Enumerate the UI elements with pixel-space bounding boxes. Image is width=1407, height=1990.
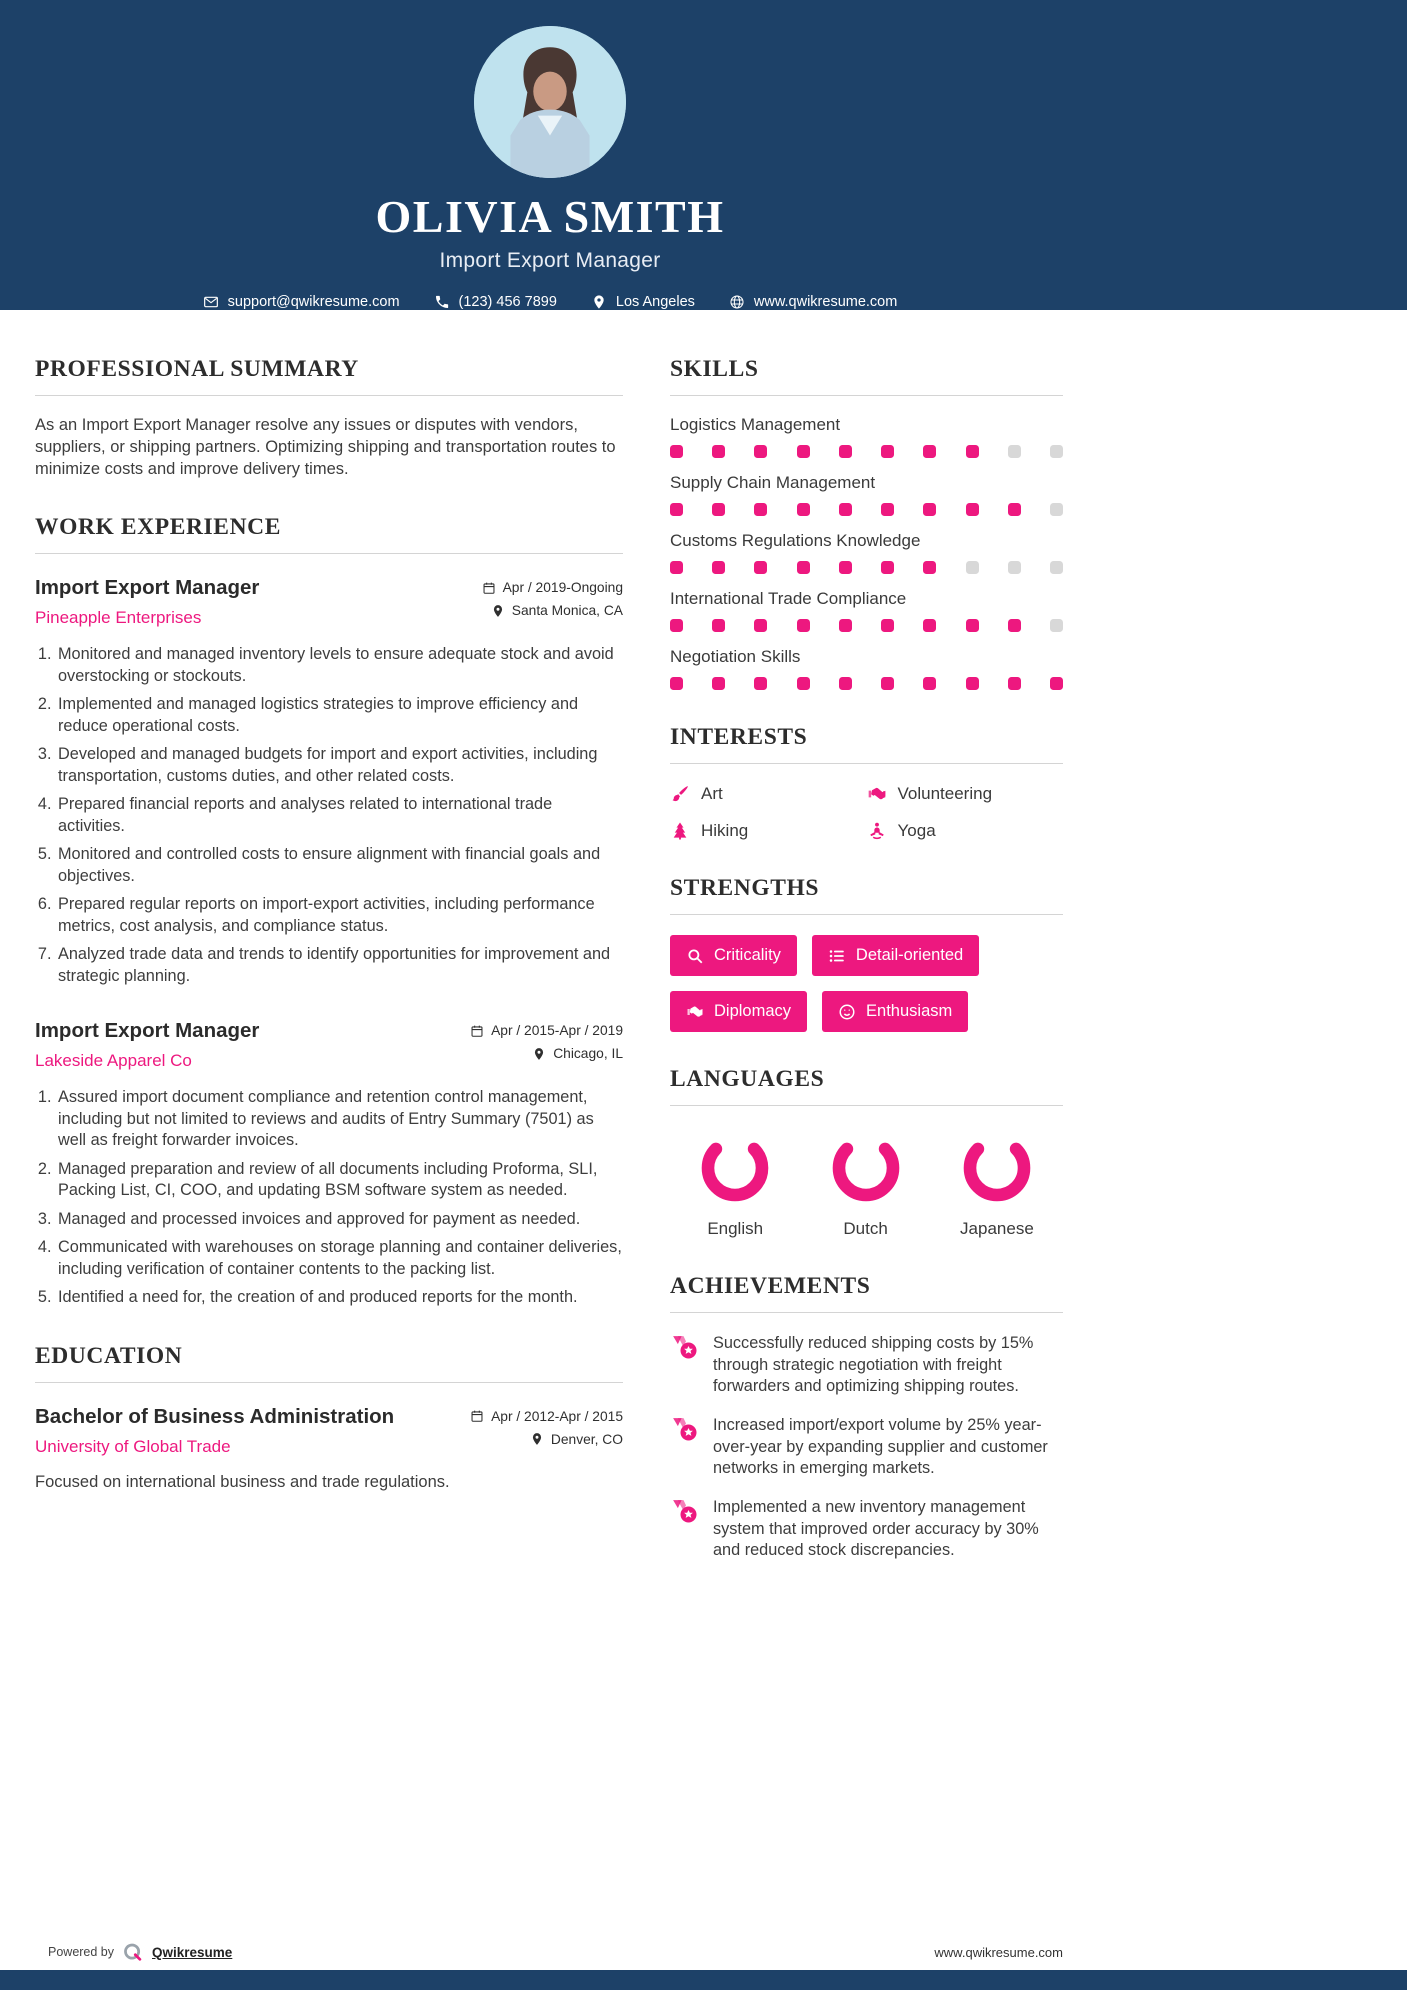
handshake-icon: [686, 1003, 704, 1021]
yoga-icon: [867, 821, 887, 841]
strength-badge: [812, 935, 979, 976]
interest-label: Yoga: [897, 821, 936, 840]
strength-label: Enthusiasm: [866, 1002, 953, 1020]
language-name: Japanese: [960, 1219, 1034, 1238]
interest-item: [867, 821, 1064, 841]
skill-level-square: [1050, 619, 1063, 632]
language-name: English: [707, 1219, 764, 1238]
map-pin-icon: [532, 1047, 546, 1061]
skills-heading: SKILLS: [670, 356, 1063, 396]
candidate-name: OLIVIA SMITH: [375, 191, 725, 242]
skills-section: [670, 356, 1063, 690]
interest-item: [670, 784, 867, 804]
skill-name: International Trade Compliance: [670, 589, 907, 608]
skill-level-square: [754, 445, 767, 458]
globe-icon: [729, 294, 745, 310]
skill-name: Logistics Management: [670, 415, 841, 434]
left-column: [35, 356, 623, 1527]
skill-level-square: [1050, 677, 1063, 690]
education-note: Focused on international business and trade regulations.: [35, 1472, 450, 1491]
skill-level-square: [670, 677, 683, 690]
skill-level-square: [670, 503, 683, 516]
skill-rating: [670, 503, 1063, 516]
medal-icon: [670, 1497, 700, 1527]
interest-item: [867, 784, 1064, 804]
skill-level-square: [1050, 445, 1063, 458]
skill-rating: [670, 561, 1063, 574]
skill-level-square: [670, 445, 683, 458]
skill-level-square: [797, 445, 810, 458]
skill-level-square: [839, 619, 852, 632]
job-company: Pineapple Enterprises: [35, 608, 202, 628]
pine-tree-icon: [670, 821, 690, 841]
content-columns: [0, 310, 1407, 1596]
job-bullet: 5. Identified a need for, the creation of and produced reports for the month.: [56, 1287, 623, 1309]
skill-level-square: [839, 677, 852, 690]
skill-level-square: [712, 503, 725, 516]
skill-level-square: [797, 619, 810, 632]
interest-item: [670, 821, 867, 841]
job-location: Santa Monica, CA: [491, 603, 623, 618]
skill-level-square: [712, 619, 725, 632]
contact-phone-text: (123) 456 7899: [458, 294, 557, 310]
skill-item: [670, 647, 1063, 690]
skill-level-square: [712, 445, 725, 458]
education-entry: [35, 1405, 623, 1493]
strength-label: Criticality: [714, 946, 781, 964]
job-list: [35, 576, 623, 1309]
job-bullet: 3. Managed and processed invoices and approved for payment as needed.: [56, 1209, 623, 1231]
interest-list: [670, 764, 1063, 841]
job-bullet: 1. Assured import document compliance and retention control management, including but not limited to reviews and audits of Entry Summary (7501) as well as freight forwarder invoices.: [56, 1087, 623, 1152]
skill-level-square: [881, 619, 894, 632]
job-title: Import Export Manager: [35, 576, 260, 600]
experience-heading: WORK EXPERIENCE: [35, 514, 623, 554]
envelope-icon: [203, 294, 219, 310]
skill-name: Supply Chain Management: [670, 473, 876, 492]
strengths-section: [670, 875, 1063, 1032]
skill-level-square: [797, 677, 810, 690]
skill-level-square: [839, 503, 852, 516]
achievement-text: Implemented a new inventory management system that improved order accuracy by 30% and reduced stock discrepancies.: [713, 1498, 1039, 1560]
powered-by-label: Powered by: [48, 1945, 115, 1959]
job-bullet: 2. Managed preparation and review of all documents including Proforma, SLI, Packing List, CI, COO, and updating BSM software system as needed.: [56, 1159, 623, 1202]
qwikresume-logo: [122, 1941, 144, 1963]
profile-photo: [474, 26, 626, 178]
paintbrush-icon: [670, 784, 690, 804]
achievement-text: Increased import/export volume by 25% year-over-year by expanding supplier and customer networks in emerging markets.: [713, 1416, 1048, 1478]
bottom-accent-bar: [0, 1970, 1407, 1990]
smiley-icon: [838, 1003, 856, 1021]
achievements-section: [670, 1273, 1063, 1562]
education-heading: EDUCATION: [35, 1343, 623, 1383]
contact-email[interactable]: [203, 294, 400, 310]
language-level-ring: [830, 1132, 902, 1204]
calendar-icon: [470, 1409, 484, 1423]
language-item: [830, 1132, 902, 1239]
achievement-item: [670, 1497, 1063, 1562]
skill-level-square: [754, 561, 767, 574]
skill-level-square: [881, 503, 894, 516]
list-icon: [828, 947, 846, 965]
skill-level-square: [670, 619, 683, 632]
skill-list: [670, 396, 1063, 690]
skill-level-square: [966, 677, 979, 690]
language-item: [699, 1132, 771, 1239]
job-bullet: 3. Developed and managed budgets for import and export activities, including transportation, customs duties, and other related costs.: [56, 744, 623, 787]
skill-item: [670, 531, 1063, 574]
handshake-icon: [867, 784, 887, 804]
skill-level-square: [923, 503, 936, 516]
summary-section: [35, 356, 623, 480]
job-bullet: 4. Communicated with warehouses on storage planning and container deliveries, including verification of container contents to the packing list.: [56, 1237, 623, 1280]
languages-section: [670, 1066, 1063, 1239]
map-pin-icon: [491, 604, 505, 618]
interest-label: Hiking: [701, 821, 749, 840]
contact-email-text: support@qwikresume.com: [227, 294, 400, 310]
map-pin-icon: [591, 294, 607, 310]
education-section: [35, 1343, 623, 1493]
skill-level-square: [1050, 561, 1063, 574]
contact-website[interactable]: [729, 294, 897, 310]
summary-heading: PROFESSIONAL SUMMARY: [35, 356, 623, 396]
skill-rating: [670, 619, 1063, 632]
skill-rating: [670, 677, 1063, 690]
contact-website-text: www.qwikresume.com: [753, 294, 898, 310]
skill-name: Negotiation Skills: [670, 647, 801, 666]
job-bullets: [35, 1087, 623, 1309]
achievement-item: [670, 1415, 1063, 1480]
contact-location-text: Los Angeles: [615, 294, 695, 310]
skill-level-square: [923, 619, 936, 632]
candidate-job-title: Import Export Manager: [439, 249, 661, 272]
degree-title: Bachelor of Business Administration: [35, 1404, 395, 1428]
job-dates: Apr / 2015-Apr / 2019: [470, 1023, 623, 1038]
language-item: [960, 1132, 1034, 1239]
skill-item: [670, 415, 1063, 458]
language-list: [670, 1106, 1063, 1239]
skill-level-square: [881, 561, 894, 574]
education-location: Denver, CO: [530, 1432, 623, 1447]
phone-icon: [434, 294, 450, 310]
achievement-item: [670, 1333, 1063, 1398]
strength-badge: [670, 935, 797, 976]
skill-name: Customs Regulations Knowledge: [670, 531, 921, 550]
achievement-list: [670, 1313, 1063, 1562]
skill-level-square: [1050, 503, 1063, 516]
skill-level-square: [754, 619, 767, 632]
medal-icon: [670, 1333, 700, 1363]
job-bullets: [35, 644, 623, 987]
footer-website-link[interactable]: www.qwikresume.com: [934, 1944, 1063, 1960]
job-bullet: 7. Analyzed trade data and trends to identify opportunities for improvement and strategic planning.: [56, 944, 623, 987]
job-location: Chicago, IL: [532, 1046, 623, 1061]
skill-level-square: [966, 503, 979, 516]
job-company: Lakeside Apparel Co: [35, 1051, 192, 1071]
job-bullet: 2. Implemented and managed logistics strategies to improve efficiency and reduce operational costs.: [56, 694, 623, 737]
skill-level-square: [1008, 677, 1021, 690]
interest-label: Art: [701, 784, 723, 803]
language-name: Dutch: [843, 1219, 888, 1238]
skill-level-square: [923, 445, 936, 458]
skill-level-square: [966, 561, 979, 574]
skill-level-square: [966, 619, 979, 632]
map-pin-icon: [530, 1432, 544, 1446]
contact-location: [591, 294, 695, 310]
strength-badge: [670, 991, 807, 1032]
school-name: University of Global Trade: [35, 1436, 231, 1456]
interests-section: [670, 724, 1063, 841]
languages-heading: LANGUAGES: [670, 1066, 1063, 1106]
job-dates: Apr / 2019-Ongoing: [482, 580, 623, 595]
job-bullet: 4. Prepared financial reports and analyses related to international trade activities.: [56, 794, 623, 837]
strengths-heading: STRENGTHS: [670, 875, 1063, 915]
skill-level-square: [839, 561, 852, 574]
skill-level-square: [797, 561, 810, 574]
skill-level-square: [754, 503, 767, 516]
job-bullet: 1. Monitored and managed inventory levels to ensure adequate stock and avoid overstocking or stockouts.: [56, 644, 623, 687]
skill-level-square: [881, 445, 894, 458]
magnifier-icon: [686, 947, 704, 965]
skill-level-square: [1008, 445, 1021, 458]
calendar-icon: [470, 1024, 484, 1038]
qwikresume-brand-link[interactable]: Qwikresume: [152, 1944, 233, 1960]
medal-icon: [670, 1415, 700, 1445]
skill-level-square: [754, 677, 767, 690]
skill-level-square: [712, 561, 725, 574]
footer: [48, 1941, 1063, 1963]
achievements-heading: ACHIEVEMENTS: [670, 1273, 1063, 1313]
skill-level-square: [923, 677, 936, 690]
calendar-icon: [482, 581, 496, 595]
skill-item: [670, 589, 1063, 632]
job-entry: [35, 576, 623, 987]
skill-level-square: [712, 677, 725, 690]
experience-section: [35, 514, 623, 1309]
skill-rating: [670, 445, 1063, 458]
achievement-text: Successfully reduced shipping costs by 15% through strategic negotiation with freight forwarders and optimizing shipping routes.: [713, 1334, 1034, 1396]
skill-level-square: [881, 677, 894, 690]
header: [0, 0, 1407, 310]
skill-level-square: [1008, 561, 1021, 574]
skill-level-square: [923, 561, 936, 574]
skill-level-square: [839, 445, 852, 458]
strength-label: Diplomacy: [714, 1002, 792, 1020]
interest-label: Volunteering: [897, 784, 993, 803]
strength-label: Detail-oriented: [855, 946, 964, 964]
job-bullet: 5. Monitored and controlled costs to ensure alignment with financial goals and objectives.: [56, 844, 623, 887]
strength-list: [670, 915, 1063, 1032]
skill-level-square: [966, 445, 979, 458]
language-level-ring: [699, 1132, 771, 1204]
interests-heading: INTERESTS: [670, 724, 1063, 764]
job-bullet: 6. Prepared regular reports on import-export activities, including performance metrics, cost analysis, and compliance status.: [56, 894, 623, 937]
person-portrait-icon: [474, 26, 626, 178]
skill-level-square: [1008, 619, 1021, 632]
summary-text: As an Import Export Manager resolve any issues or disputes with vendors, suppliers, or shipping partners. Optimizing shipping and transportation routes to minimize costs and improve delivery times.: [35, 416, 616, 479]
contact-row: [0, 294, 1100, 310]
skill-level-square: [670, 561, 683, 574]
right-column: [670, 356, 1063, 1596]
contact-phone[interactable]: [434, 294, 557, 310]
skill-level-square: [1008, 503, 1021, 516]
skill-level-square: [797, 503, 810, 516]
education-dates: Apr / 2012-Apr / 2015: [470, 1409, 623, 1424]
job-title: Import Export Manager: [35, 1019, 260, 1043]
skill-item: [670, 473, 1063, 516]
strength-badge: [822, 991, 968, 1032]
job-entry: [35, 1019, 623, 1309]
language-level-ring: [961, 1132, 1033, 1204]
